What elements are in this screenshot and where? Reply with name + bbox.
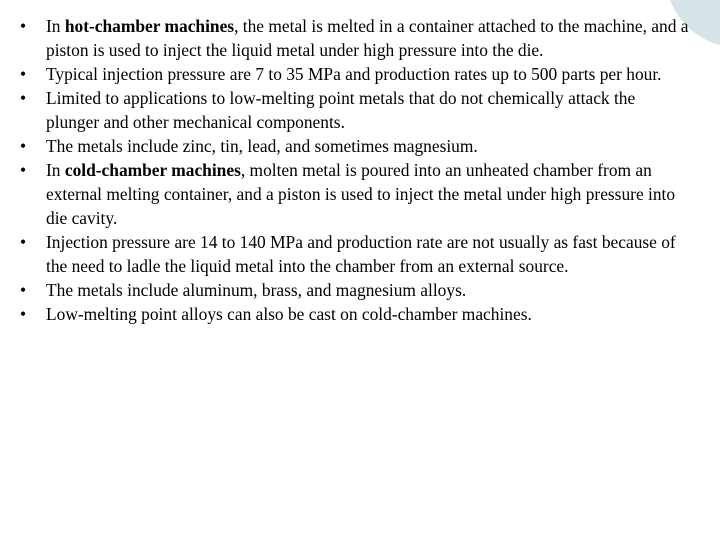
bullet-text-pre: Low-melting point alloys can also be cast on cold-chamber machines.	[46, 304, 532, 324]
bullet-text-pre: In	[46, 160, 65, 180]
bullet-icon: •	[20, 232, 27, 252]
bullet-item-cold-injection-pressure	[20, 230, 692, 278]
bullet-text-bold: hot-chamber machines	[64, 16, 235, 36]
bullet-item-limited-applications	[20, 86, 692, 134]
bullet-icon: •	[20, 16, 27, 36]
bullet-item-hot-metals	[20, 134, 692, 158]
bullet-icon: •	[20, 304, 27, 324]
bullet-icon: •	[20, 280, 27, 300]
bullet-text-pre: The metals include aluminum, brass, and magnesium alloys.	[46, 280, 467, 300]
bullet-text-post: , the metal is melted in a container attached to the machine, and a piston is used to inject the liquid metal under high pressure into the die.	[46, 16, 689, 60]
bullet-item-injection-pressure	[20, 62, 692, 86]
bullet-text-pre: Injection pressure are 14 to 140 MPa and production rate are not usually as fast because of the need to ladle the liquid metal into the chamber from an external source.	[46, 232, 676, 276]
bullet-text-pre: In	[46, 16, 65, 36]
bullet-icon: •	[20, 136, 27, 156]
bullet-list	[20, 14, 692, 326]
bullet-icon: •	[20, 88, 27, 108]
bullet-text-pre: Typical injection pressure are 7 to 35 MPa and production rates up to 500 parts per hour.	[46, 64, 662, 84]
bullet-text-post: , molten metal is poured into an unheated chamber from an external melting container, and a piston is used to inject the metal under high pressure into die cavity.	[46, 160, 676, 228]
bullet-text-pre: The metals include zinc, tin, lead, and sometimes magnesium.	[46, 136, 478, 156]
bullet-item-low-melting-alloys	[20, 302, 692, 326]
bullet-text-pre: Limited to applications to low-melting point metals that do not chemically attack the plunger and other mechanical components.	[46, 88, 636, 132]
bullet-icon: •	[20, 64, 27, 84]
bullet-item-cold-metals	[20, 278, 692, 302]
bullet-icon: •	[20, 160, 27, 180]
bullet-item-cold-chamber	[20, 158, 692, 230]
bullet-item-hot-chamber	[20, 14, 692, 62]
bullet-text-bold: cold-chamber machines	[64, 160, 241, 180]
